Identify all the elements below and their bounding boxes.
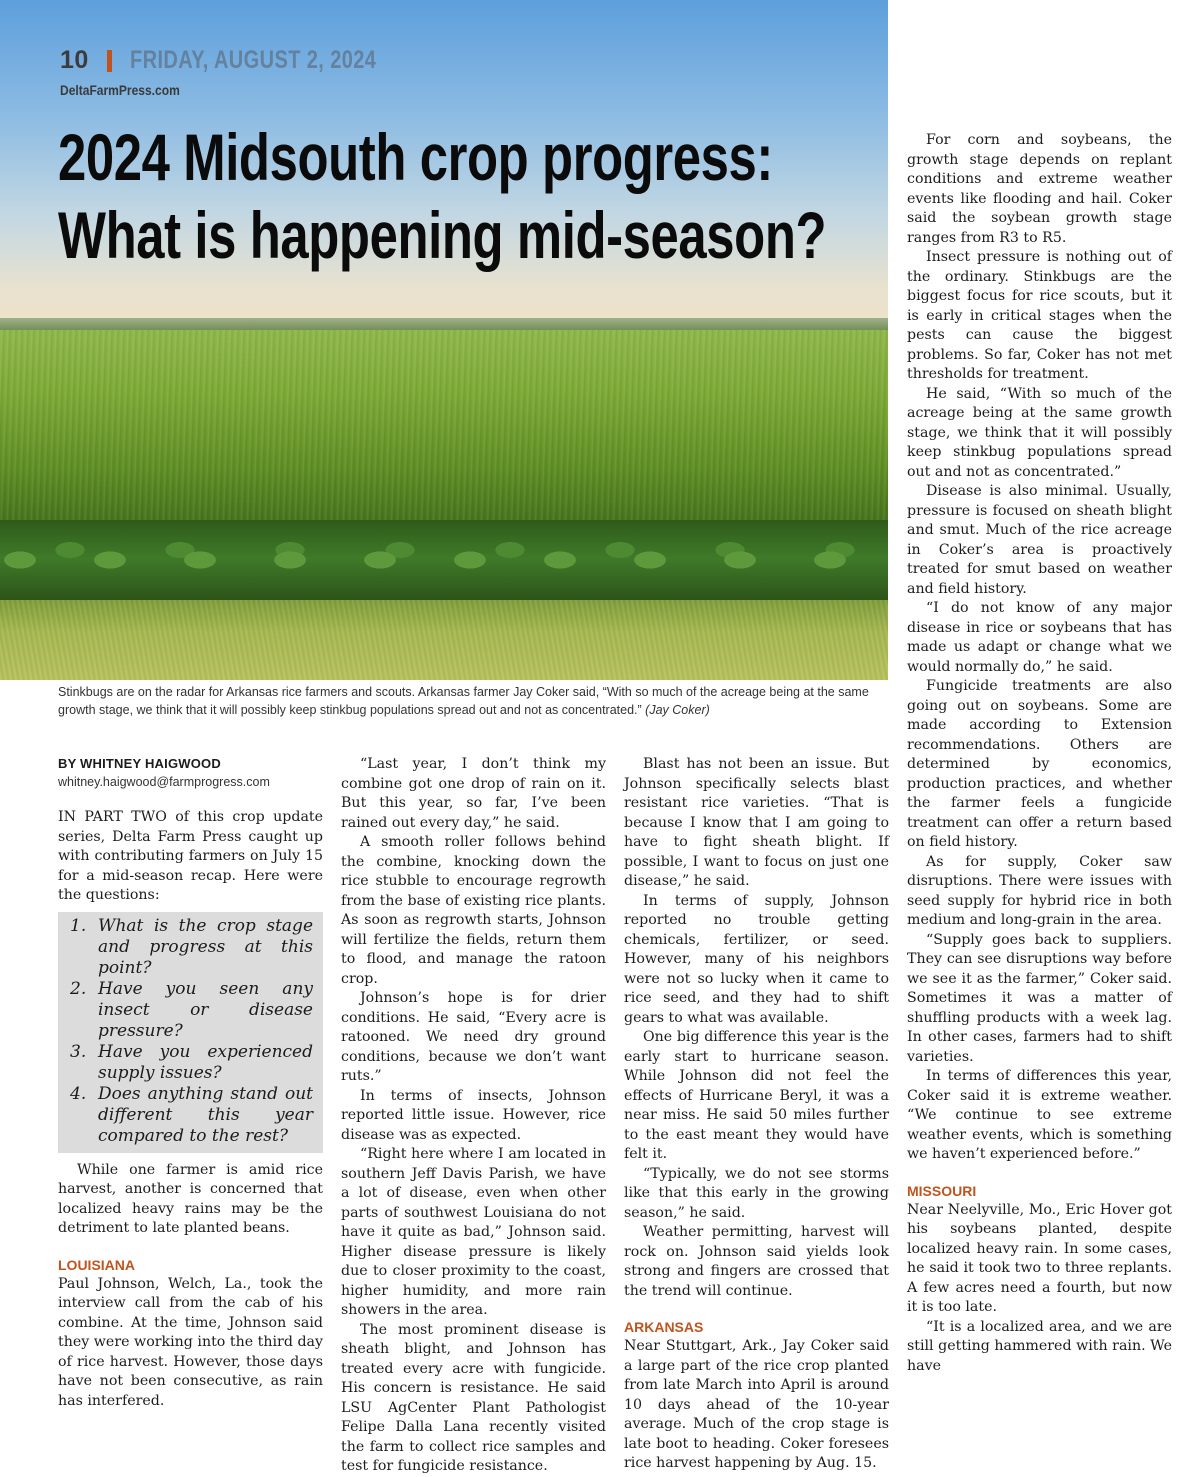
body-paragraph: In terms of insects, Johnson reported little issue. However, rice disease was as expected. bbox=[341, 1087, 606, 1143]
body-paragraph: Blast has not been an issue. But Johnson specifically selects blast resistant rice varieties. “That is because I know that I am going to have to fight sheath blight. If possible, I want to focus on just one disease,” he said. bbox=[624, 756, 889, 889]
column-3 bbox=[624, 755, 889, 1474]
caption-text: Stinkbugs are on the radar for Arkansas rice farmers and scouts. Arkansas farmer Jay Coker said, “With so much of the acreage being at the same growth stage, we think that it will possibly keep stinkbug populations spread out and not as concentrated.” bbox=[58, 685, 869, 717]
body-paragraph: “Typically, we do not see storms like that this early in the growing season,” he said. bbox=[624, 1165, 889, 1221]
photo-credit: (Jay Coker) bbox=[645, 703, 710, 717]
column-1 bbox=[58, 755, 323, 1411]
hero-photo bbox=[0, 0, 888, 680]
body-paragraph: In terms of supply, Johnson reported no trouble getting chemicals, fertilizer, or seed. However, many of his neighbors were not so lucky when it came to rice seed, and they had to shift gears to what was available. bbox=[624, 892, 889, 1026]
headline-line-1: 2024 Midsouth crop progress: bbox=[58, 120, 773, 194]
body-paragraph: A smooth roller follows behind the combine, knocking down the rice stubble to encourage regrowth from the base of existing rice plants. As soon as regrowth starts, Johnson will fertilize the fields, return them to flood, and manage the ratoon crop. bbox=[341, 834, 606, 987]
body-paragraph: “It is a localized area, and we are still getting hammered with rain. We have bbox=[907, 1318, 1172, 1374]
body-paragraph: Near Neelyville, Mo., Eric Hover got his soybeans planted, despite localized heavy rain. In some cases, he said it took two to three replants. A few acres need a fourth, but now it is too late. bbox=[907, 1201, 1172, 1315]
headline bbox=[58, 118, 827, 274]
byline: BY WHITNEY HAIGWOOD bbox=[58, 756, 221, 771]
body-paragraph: “Last year, I don’t think my combine got one drop of rain on it. But this year, so far, I’ve been rained out every day,” he said. bbox=[341, 756, 606, 831]
question-list bbox=[70, 916, 313, 1147]
section-heading-louisiana: LOUISIANA bbox=[58, 1256, 135, 1273]
body-paragraph: “I do not know of any major disease in rice or soybeans that has made us adapt or change what we would normally do,” he said. bbox=[907, 600, 1172, 675]
body-paragraph: Near Stuttgart, Ark., Jay Coker said a large part of the rice crop planted from late March into April is around 10 days ahead of the 10-year average. Much of the crop stage is late boot to heading. Coker foresees rice harvest happening by Aug. 15. bbox=[624, 1338, 889, 1471]
body-paragraph: For corn and soybeans, the growth stage depends on replant conditions and extreme weather events like flooding and hail. Coker said the soybean growth stage ranges from R3 to R5. bbox=[907, 132, 1172, 246]
section-heading-arkansas: ARKANSAS bbox=[624, 1319, 704, 1335]
body-paragraph: Insect pressure is nothing out of the ordinary. Stinkbugs are the biggest focus for rice scouts, but it is early in critical stages when the pests can cause the biggest problems. So far, Coker has not met thresholds for treatment. bbox=[907, 249, 1172, 382]
folio-divider bbox=[107, 50, 112, 72]
section-heading-missouri: MISSOURI bbox=[907, 1182, 977, 1199]
body-paragraph: Disease is also minimal. Usually, pressure is focused on sheath blight and smut. Much of the rice acreage in Coker’s area is proactively treated for smut based on weather and field history. bbox=[907, 483, 1172, 597]
headline-line-2: What is happening mid-season? bbox=[58, 198, 827, 272]
author-email: whitney.haigwood@farmprogress.com bbox=[58, 775, 270, 789]
page-folio bbox=[60, 46, 438, 75]
question-item: 4. Does anything stand out different this year compared to the rest? bbox=[70, 1083, 313, 1146]
column-4 bbox=[907, 131, 1172, 1376]
body-paragraph: Johnson’s hope is for drier conditions. He said, “Every acre is ratooned. We need dry ground conditions, because we don’t want ruts.” bbox=[341, 990, 606, 1084]
photo-grass bbox=[0, 600, 888, 680]
body-paragraph: Paul Johnson, Welch, La., took the interview call from the cab of his combine. At the time, Johnson said they were working into the third day of rice harvest. However, those days have not been consecutive, as rain has interfered. bbox=[58, 1275, 323, 1409]
column-2 bbox=[341, 755, 606, 1477]
body-paragraph: The most prominent disease is sheath blight, and Johnson has treated every acre with fungicide. His concern is resistance. He said LSU AgCenter Plant Pathologist Felipe Dalla Lana recently visited the farm to collect rice samples and test for fungicide resistance. bbox=[341, 1321, 606, 1474]
question-item: 2. Have you seen any insect or disease pressure? bbox=[70, 978, 313, 1041]
body-paragraph: Weather permitting, harvest will rock on. Johnson said yields look strong and fingers are crossed that the trend will continue. bbox=[624, 1224, 889, 1299]
question-box bbox=[58, 912, 323, 1153]
body-paragraph: One big difference this year is the early start to hurricane season. While Johnson did not feel the effects of Hurricane Beryl, it was a near miss. He said 50 miles further to the east meant they would have felt it. bbox=[624, 1029, 889, 1162]
photo-caption bbox=[58, 683, 888, 719]
body-paragraph: As for supply, Coker saw disruptions. There were issues with seed supply for hybrid rice in both medium and long-grain in the area. bbox=[907, 853, 1172, 928]
body-paragraph: In terms of differences this year, Coker said it is extreme weather. “We continue to see extreme weather events, which is something we haven’t experienced before.” bbox=[907, 1068, 1172, 1162]
body-paragraph: Fungicide treatments are also going out on soybeans. Some are made according to Extension recommendations. Others are determined by economics, production practices, and whether the farmer feels a fungicide treatment can offer a return based on field history. bbox=[907, 678, 1172, 850]
issue-date: FRIDAY, AUGUST 2, 2024 bbox=[129, 46, 377, 74]
photo-weeds bbox=[0, 520, 888, 605]
site-name: DeltaFarmPress.com bbox=[60, 82, 180, 98]
body-paragraph: “Right here where I am located in southern Jeff Davis Parish, we have a lot of disease, even when other parts of southwest Louisiana do not have it quite as bad,” Johnson said. Higher disease pressure is likely due to closer proximity to the coast, higher humidity, and more rain showers in the area. bbox=[341, 1146, 606, 1318]
body-paragraph: “Supply goes back to suppliers. They can see disruptions way before we see it as the farmer,” Coker said. Sometimes it was a matter of shuffling products with a week lag. In other cases, farmers had to shift varieties. bbox=[907, 931, 1172, 1065]
page-number: 10 bbox=[60, 46, 89, 74]
question-item: 1. What is the crop stage and progress at this point? bbox=[70, 915, 313, 978]
intro-paragraph-2: While one farmer is amid rice harvest, another is concerned that localized heavy rains may be the detriment to late planted beans. bbox=[58, 1161, 323, 1236]
intro-paragraph: IN PART TWO of this crop update series, Delta Farm Press caught up with contributing farmers on July 15 for a mid-season recap. Here were the questions: bbox=[58, 809, 323, 903]
body-paragraph: He said, “With so much of the acreage being at the same growth stage, we think that it will possibly keep stinkbug populations spread out and not as concentrated.” bbox=[907, 385, 1172, 480]
question-item: 3. Have you experienced supply issues? bbox=[70, 1041, 313, 1083]
photo-rice-field bbox=[0, 330, 888, 540]
